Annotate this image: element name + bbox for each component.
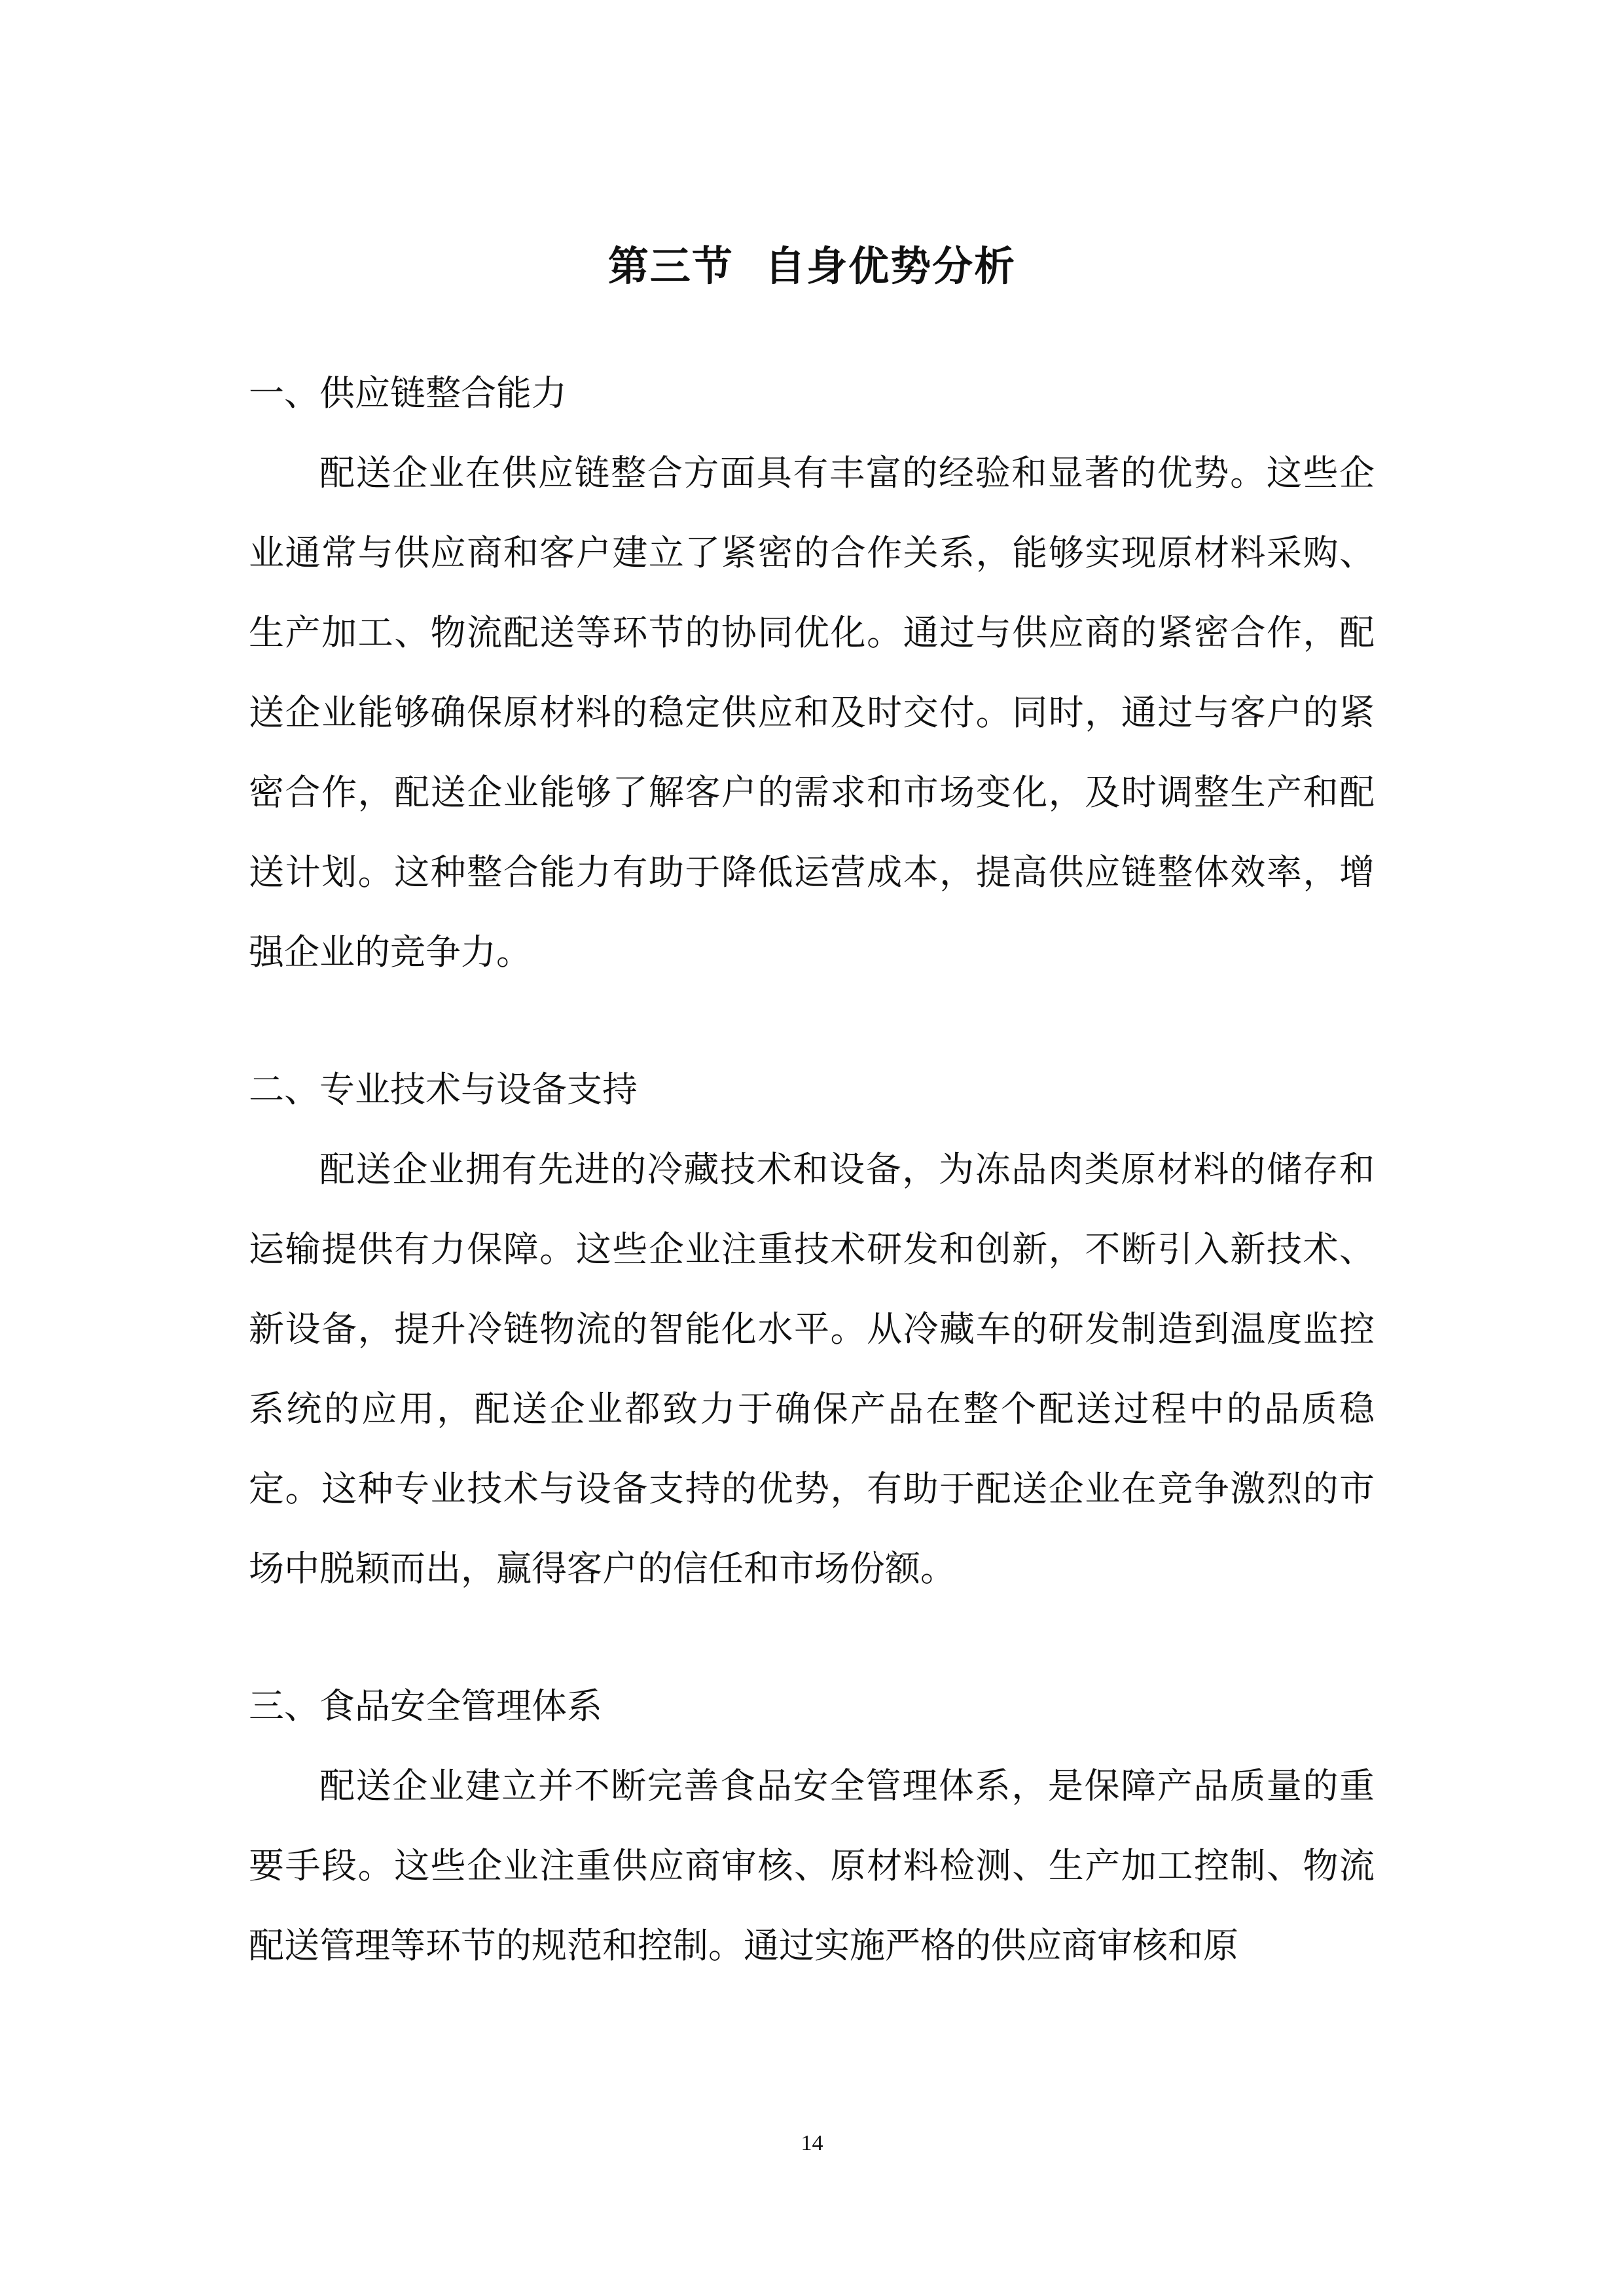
section-heading: 二、专业技术与设备支持: [249, 1069, 638, 1110]
document-body: [249, 353, 1375, 2043]
section-technology-equipment: [249, 1050, 1375, 1609]
section-heading: 一、供应链整合能力: [249, 372, 567, 414]
section-supply-chain: [249, 353, 1375, 992]
section-paragraph: 配送企业拥有先进的冷藏技术和设备，为冻品肉类原材料的储存和运输提供有力保障。这些企业注重技术研发和创新，不断引入新技术、新设备，提升冷链物流的智能化水平。从冷藏车的研发制造到温度监控系统的应用，配送企业都致力于确保产品在整个配送过程中的品质稳定。这种专业技术与设备支持的优势，有助于配送企业在竞争激烈的市场中脱颖而出，赢得客户的信任和市场份额。: [249, 1149, 1375, 1589]
section-heading: 三、食品安全管理体系: [249, 1685, 602, 1727]
section-title: 第三节 自身优势分析: [607, 242, 1017, 290]
page-number: 14: [801, 2131, 823, 2155]
section-paragraph: 配送企业在供应链整合方面具有丰富的经验和显著的优势。这些企业通常与供应商和客户建立了紧密的合作关系，能够实现原材料采购、生产加工、物流配送等环节的协同优化。通过与供应商的紧密合作，配送企业能够确保原材料的稳定供应和及时交付。同时，通过与客户的紧密合作，配送企业能够了解客户的需求和市场变化，及时调整生产和配送计划。这种整合能力有助于降低运营成本，提高供应链整体效率，增强企业的竞争力。: [249, 452, 1375, 973]
section-paragraph: 配送企业建立并不断完善食品安全管理体系，是保障产品质量的重要手段。这些企业注重供应商审核、原材料检测、生产加工控制、物流配送管理等环节的规范和控制。通过实施严格的供应商审核和原: [249, 1765, 1375, 1966]
section-food-safety: [249, 1666, 1375, 1986]
